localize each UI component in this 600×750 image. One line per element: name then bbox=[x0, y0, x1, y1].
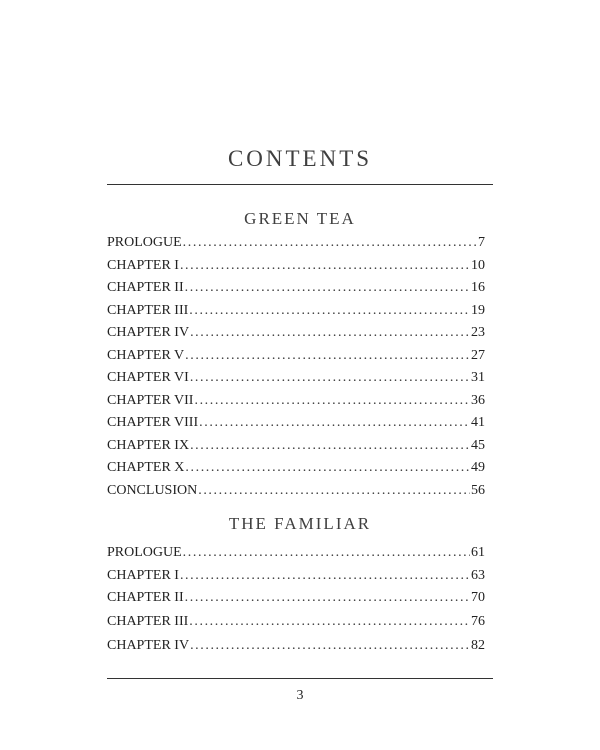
dot-leader bbox=[180, 565, 470, 586]
toc-entry-label: CHAPTER III bbox=[107, 302, 189, 318]
toc-entry-page: 27 bbox=[471, 347, 485, 363]
dot-leader bbox=[190, 634, 470, 658]
toc-entry-label: CHAPTER V bbox=[107, 347, 185, 363]
toc-entry-page: 36 bbox=[471, 392, 485, 408]
dot-leader bbox=[185, 345, 470, 368]
toc-entry-label: CHAPTER I bbox=[107, 257, 179, 273]
toc-entry-label: CHAPTER III bbox=[107, 613, 189, 629]
toc-entry-label: CHAPTER I bbox=[107, 567, 179, 583]
toc-entry-page: 61 bbox=[471, 545, 485, 560]
toc-entry bbox=[107, 610, 485, 634]
page-number: 3 bbox=[296, 688, 304, 703]
dot-leader bbox=[185, 457, 470, 480]
toc-entry bbox=[107, 480, 485, 503]
toc-entry-label: CHAPTER IV bbox=[107, 325, 190, 340]
toc-entry bbox=[107, 412, 485, 435]
section-title-green-tea: GREEN TEA bbox=[244, 209, 356, 228]
toc-entry bbox=[107, 565, 485, 586]
toc-entry-page: 56 bbox=[471, 482, 485, 498]
dot-leader bbox=[189, 610, 470, 634]
dot-leader bbox=[183, 232, 477, 255]
toc-entry-label: PROLOGUE bbox=[107, 545, 182, 560]
toc-entry-page: 49 bbox=[471, 460, 485, 475]
toc-entry bbox=[107, 457, 485, 480]
toc-entry-page: 7 bbox=[478, 235, 485, 250]
toc-entry-label: CHAPTER X bbox=[107, 460, 185, 475]
toc-entry-label: PROLOGUE bbox=[107, 235, 182, 250]
toc-entry-label: CHAPTER IV bbox=[107, 637, 190, 653]
toc-entry-label: CONCLUSION bbox=[107, 482, 198, 498]
section-title-the-familiar: THE FAMILIAR bbox=[228, 514, 372, 533]
toc-entry bbox=[107, 232, 485, 255]
toc-entry-page: 10 bbox=[471, 257, 485, 273]
dot-leader bbox=[190, 322, 470, 345]
page-title: CONTENTS bbox=[227, 146, 373, 171]
toc-entry-page: 45 bbox=[471, 437, 485, 453]
dot-leader bbox=[185, 586, 470, 610]
toc-entry-label: CHAPTER VIII bbox=[107, 415, 199, 430]
dot-leader bbox=[190, 367, 470, 390]
bottom-divider bbox=[107, 678, 493, 679]
toc-entry bbox=[107, 255, 485, 278]
toc-entry bbox=[107, 322, 485, 345]
dot-leader bbox=[198, 480, 470, 503]
toc-entry-page: 70 bbox=[471, 589, 485, 605]
toc-entry bbox=[107, 277, 485, 300]
toc-entry-page: 63 bbox=[471, 567, 485, 583]
toc-list-the-familiar bbox=[107, 542, 485, 658]
toc-entry-label: CHAPTER IX bbox=[107, 437, 190, 453]
toc-entry bbox=[107, 300, 485, 323]
dot-leader bbox=[185, 277, 470, 300]
dot-leader bbox=[180, 255, 470, 278]
toc-entry-page: 16 bbox=[471, 280, 485, 295]
toc-entry-page: 31 bbox=[471, 370, 485, 385]
toc-entry bbox=[107, 634, 485, 658]
toc-entry bbox=[107, 390, 485, 413]
toc-entry-label: CHAPTER II bbox=[107, 589, 184, 605]
dot-leader bbox=[199, 412, 470, 435]
top-divider bbox=[107, 184, 493, 185]
dot-leader bbox=[190, 435, 470, 458]
dot-leader bbox=[194, 390, 470, 413]
toc-entry-label: CHAPTER VI bbox=[107, 370, 189, 385]
toc-entry bbox=[107, 435, 485, 458]
toc-entry bbox=[107, 542, 485, 565]
dot-leader bbox=[183, 542, 470, 565]
toc-entry-page: 19 bbox=[471, 302, 485, 318]
dot-leader bbox=[189, 300, 470, 323]
toc-entry-label: CHAPTER II bbox=[107, 280, 184, 295]
toc-entry-page: 41 bbox=[471, 415, 485, 430]
toc-entry-page: 23 bbox=[471, 325, 485, 340]
toc-entry bbox=[107, 367, 485, 390]
toc-entry-page: 76 bbox=[471, 613, 485, 629]
toc-entry bbox=[107, 586, 485, 610]
toc-list-green-tea bbox=[107, 232, 485, 502]
toc-entry-page: 82 bbox=[471, 637, 485, 653]
toc-entry bbox=[107, 345, 485, 368]
toc-entry-label: CHAPTER VII bbox=[107, 392, 194, 408]
